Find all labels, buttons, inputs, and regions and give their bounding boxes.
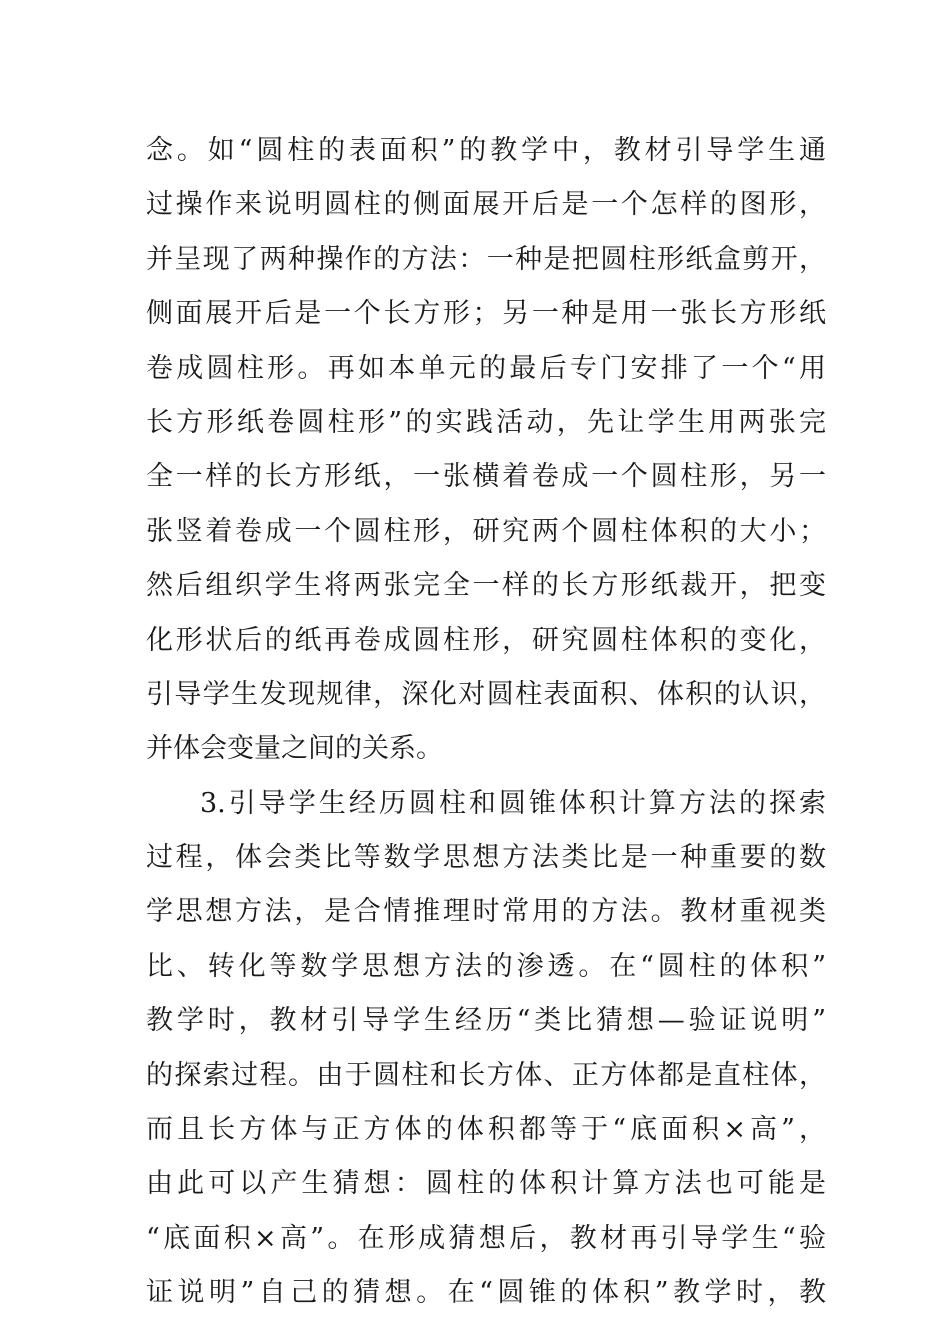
paragraph-continuation <box>146 124 826 777</box>
text-line: “底面积×高”。在形成猜想后，教材再引导学生“验 <box>146 1222 826 1254</box>
text-line: 的探索过程。由于圆柱和长方体、正方体都是直柱体， <box>146 1059 826 1091</box>
text-line: 比、转化等数学思想方法的渗透。在“圆柱的体积” <box>146 950 826 982</box>
text-line: 全一样的长方形纸，一张横着卷成一个圆柱形，另一 <box>146 461 826 493</box>
text-line: 卷成圆柱形。再如本单元的最后专门安排了一个“用 <box>146 352 826 384</box>
text-line: 过操作来说明圆柱的侧面展开后是一个怎样的图形， <box>146 189 826 221</box>
text-line: 并呈现了两种操作的方法：一种是把圆柱形纸盒剪开， <box>146 243 826 275</box>
text-line: 长方形纸卷圆柱形”的实践活动，先让学生用两张完 <box>146 406 826 438</box>
text-line: 证说明”自己的猜想。在“圆锥的体积”教学时，教 <box>146 1277 826 1309</box>
text-line: 侧面展开后是一个长方形；另一种是用一张长方形纸 <box>146 298 826 330</box>
text-line: 教学时，教材引导学生经历“类比猜想—验证说明” <box>146 1005 826 1037</box>
paragraph-section-3 <box>146 777 826 1321</box>
text-line: 而且长方体与正方体的体积都等于“底面积×高”， <box>146 1114 826 1146</box>
text-line: 然后组织学生将两张完全一样的长方形纸裁开，把变 <box>146 570 826 602</box>
text-line: 并体会变量之间的关系。 <box>146 733 443 765</box>
text-line: 张竖着卷成一个圆柱形，研究两个圆柱体积的大小； <box>146 515 826 547</box>
section-heading-line: 3.引导学生经历圆柱和圆锥体积计算方法的探索 <box>200 787 826 819</box>
text-line: 学思想方法，是合情推理时常用的方法。教材重视类 <box>146 896 826 928</box>
text-line: 过程，体会类比等数学思想方法类比是一种重要的数 <box>146 842 826 874</box>
text-line: 化形状后的纸再卷成圆柱形，研究圆柱体积的变化， <box>146 624 826 656</box>
text-line: 引导学生发现规律，深化对圆柱表面积、体积的认识， <box>146 678 826 710</box>
text-line: 由此可以产生猜想：圆柱的体积计算方法也可能是 <box>146 1168 826 1200</box>
body-text <box>146 124 826 1321</box>
text-line: 念。如“圆柱的表面积”的教学中，教材引导学生通 <box>146 135 826 166</box>
